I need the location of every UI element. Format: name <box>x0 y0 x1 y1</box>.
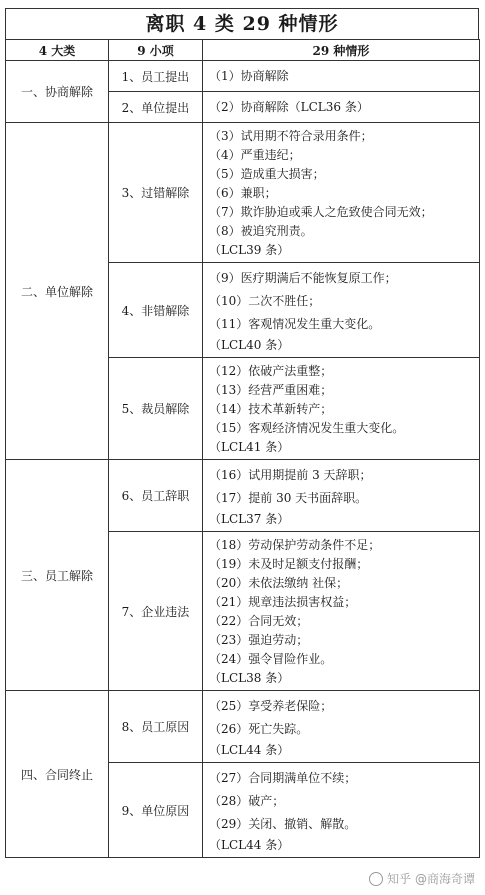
case-cell <box>203 691 480 763</box>
case-line: （8）被追究刑责。 <box>209 224 313 238</box>
case-cell <box>203 61 480 92</box>
case-line: （15）客观经济情况发生重大变化。 <box>209 421 405 435</box>
case-cell <box>203 263 480 358</box>
watermark <box>369 870 475 887</box>
item-cell: 2、单位提出 <box>109 92 203 123</box>
header-row <box>6 40 480 61</box>
case-line: （6）兼职； <box>209 186 277 200</box>
case-line: （1）协商解除 <box>209 69 289 83</box>
table-row <box>6 123 480 263</box>
category-cell: 二、单位解除 <box>6 123 109 460</box>
case-cell <box>203 763 480 858</box>
item-cell: 3、过错解除 <box>109 123 203 263</box>
law-reference: （LCL44 条） <box>209 743 290 757</box>
header-category: 4 大类 <box>6 40 109 61</box>
law-reference: （LCL37 条） <box>209 512 290 526</box>
case-line: （13）经营严重困难； <box>209 383 333 397</box>
law-reference: （LCL40 条） <box>209 338 290 352</box>
category-cell: 四、合同终止 <box>6 691 109 858</box>
case-cell <box>203 532 480 691</box>
case-line: （2）协商解除（LCL36 条） <box>209 100 369 114</box>
case-line: （20）未依法缴纳 社保； <box>209 576 349 590</box>
law-reference: （LCL44 条） <box>209 838 290 852</box>
case-cell <box>203 123 480 263</box>
case-cell <box>203 92 480 123</box>
table-row <box>6 460 480 532</box>
case-line: （11）客观情况发生重大变化。 <box>209 317 381 331</box>
item-cell: 7、企业违法 <box>109 532 203 691</box>
case-line: （25）享受养老保险； <box>209 699 333 713</box>
case-line: （4）严重违纪； <box>209 148 301 162</box>
case-line: （29）关闭、撤销、解散。 <box>209 817 357 831</box>
law-reference: （LCL39 条） <box>209 243 290 257</box>
law-reference: （LCL41 条） <box>209 440 290 454</box>
item-cell: 4、非错解除 <box>109 263 203 358</box>
item-cell: 9、单位原因 <box>109 763 203 858</box>
item-cell: 1、员工提出 <box>109 61 203 92</box>
table-title: 离职 4 类 29 种情形 <box>5 8 479 39</box>
case-line: （26）死亡失踪。 <box>209 722 309 736</box>
case-line: （18）劳动保护劳动条件不足； <box>209 538 381 552</box>
header-case: 29 种情形 <box>203 40 480 61</box>
case-line: （22）合同无效； <box>209 614 309 628</box>
case-line: （14）技术革新转产； <box>209 402 333 416</box>
case-line: （19）未及时足额支付报酬； <box>209 557 369 571</box>
item-cell: 8、员工原因 <box>109 691 203 763</box>
case-line: （28）破产； <box>209 794 285 808</box>
case-line: （10）二次不胜任； <box>209 294 321 308</box>
case-line: （12）依破产法重整； <box>209 364 333 378</box>
law-reference: （LCL38 条） <box>209 671 290 685</box>
case-line: （9）医疗期满后不能恢复原工作； <box>209 271 397 285</box>
case-line: （3）试用期不符合录用条件； <box>209 129 373 143</box>
case-cell <box>203 460 480 532</box>
case-line: （17）提前 30 天书面辞职。 <box>209 491 368 505</box>
case-cell <box>203 358 480 460</box>
table-row <box>6 61 480 92</box>
table-body <box>6 61 480 858</box>
item-cell: 6、员工辞职 <box>109 460 203 532</box>
case-line: （7）欺诈胁迫或乘人之危致使合同无效； <box>209 205 433 219</box>
case-line: （16）试用期提前 3 天辞职； <box>209 468 372 482</box>
category-cell: 三、员工解除 <box>6 460 109 691</box>
category-cell: 一、协商解除 <box>6 61 109 123</box>
zhihu-avatar-icon <box>369 872 383 886</box>
case-line: （27）合同期满单位不续； <box>209 771 357 785</box>
termination-table <box>5 39 480 858</box>
case-line: （23）强迫劳动； <box>209 633 309 647</box>
watermark-text: 知乎 @商海奇谭 <box>387 872 475 886</box>
case-line: （21）规章违法损害权益； <box>209 595 357 609</box>
table-row <box>6 691 480 763</box>
case-line: （5）造成重大损害； <box>209 167 325 181</box>
item-cell: 5、裁员解除 <box>109 358 203 460</box>
case-line: （24）强令冒险作业。 <box>209 652 333 666</box>
header-item: 9 小项 <box>109 40 203 61</box>
termination-table-sheet <box>5 8 479 858</box>
